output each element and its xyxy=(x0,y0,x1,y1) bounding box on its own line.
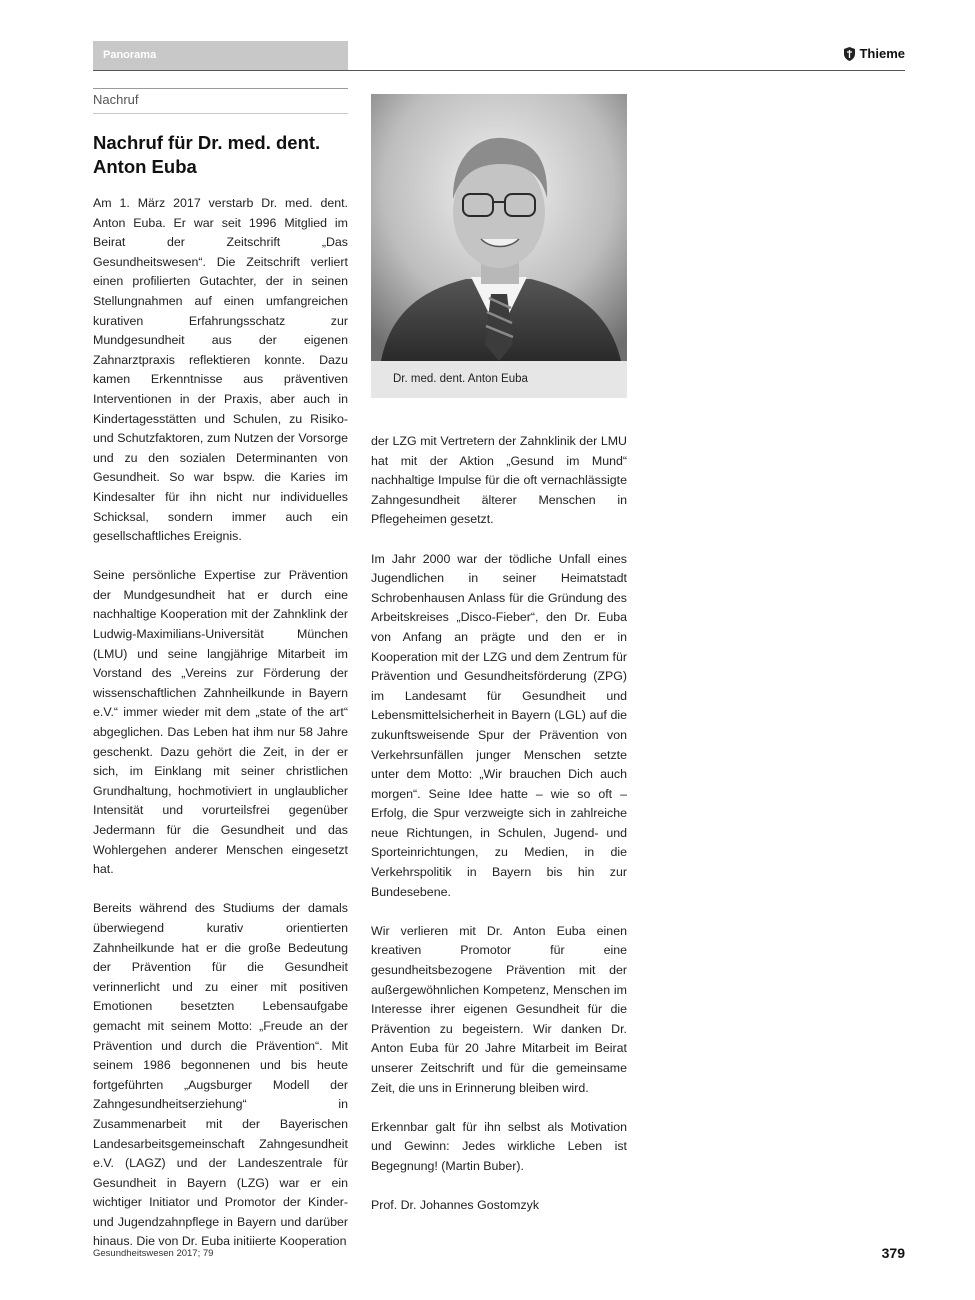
author-signature: Prof. Dr. Johannes Gostomzyk xyxy=(371,1198,540,1213)
paragraph: Erkennbar galt für ihn selbst als Motivation und Gewinn: Jedes wirkliche Leben ist Begegnung! (Martin Buber). xyxy=(371,1119,627,1173)
article-title: Nachruf für Dr. med. dent. Anton Euba xyxy=(93,132,321,177)
portrait-figure xyxy=(371,94,627,398)
paragraph: Seine persönliche Expertise zur Prävention der Mundgesundheit hat er durch eine nachhaltige Kooperation mit der Zahnklink der Ludwig-Maximilians-Universität München (LMU) und seine langjährige Mitarbeit im Vorstand des „Vereins zur Förderung der wissenschaftlichen Zahnheilkunde in Bayern e.V.“ immer wieder mit dem „state of the art“ abgeglichen. Das Leben hat ihm nur 58 Jahre geschenkt. Dazu gehört die Zeit, in der er sich, im Einklang mit seiner christlichen Grundhaltung, hochmotiviert in unglaublicher Intensität und vorurteilsfrei gegenüber Jedermann für die Gesundheit und das Wohlergehen anderer Menschen eingesetzt hat. xyxy=(93,568,348,877)
journal-citation: Gesundheitswesen 2017; 79 xyxy=(93,1248,214,1259)
article-column-right xyxy=(371,432,627,1235)
page-number: 379 xyxy=(881,1245,905,1261)
category-rule-top xyxy=(93,88,348,89)
paragraph: Bereits während des Studiums der damals überwiegend kurativ orientierten Zahnheilkunde hat er die große Bedeutung der Prävention für die Gesundheit verinnerlicht und zu einer mit positiven Emotionen besetzten Lebensaufgabe gemacht mit seinem Motto: „Freude an der Prävention und durch die Prävention“. Mit seinem 1986 begonnenen und bis heute fortgeführten „Augsburger Modell der Zahngesundheitserziehung“ in Zusammenarbeit mit der Bayerischen Landesarbeitsgemeinschaft Zahngesundheit e.V. (LAGZ) und der Landeszentrale für Gesundheit in Bayern (LZG) war er ein wichtiger Initiator und Promotor der Kinder- und Jugendzahnpflege in Bayern und darüber hinaus. Die von Dr. Euba initiierte Kooperation xyxy=(93,901,348,1249)
category-rule-bottom xyxy=(93,113,348,114)
paragraph: Am 1. März 2017 verstarb Dr. med. dent. Anton Euba. Er war seit 1996 Mitglied im Beirat der Zeitschrift „Das Gesundheitswesen“. Die Zeitschrift verliert einen profilierten Gutachter, der in seinen Stellungnahmen auf einen umfangreichen kurativen Erfahrungsschatz zur Mundgesundheit aus der eigenen Zahnarztpraxis reflektieren konnte. Dazu kamen Erkenntnisse aus präventiven Interventionen in der Praxis, aber auch in Kindertagesstätten und Schulen, zu Risiko- und Schutzfaktoren, zum Nutzen der Vorsorge und zu den sozialen Determinanten von Gesundheit. So war bspw. die Karies im Kindesalter für ihn nicht nur individuelles Schicksal, sondern immer auch ein gesellschaftliches Ereignis. xyxy=(93,196,348,544)
photo-caption: Dr. med. dent. Anton Euba xyxy=(371,361,627,398)
portrait-photo xyxy=(371,94,627,361)
section-label: Panorama xyxy=(93,41,348,71)
paragraph: Im Jahr 2000 war der tödliche Unfall eines Jugendlichen in seiner Heimatstadt Schrobenhausen Anlass für die Gründung des Arbeitskreises „Disco-Fieber“, den Dr. Euba von Anfang an prägte und den er in Kooperation mit der LZG und dem Zentrum für Prävention und Gesundheitsförderung (ZPG) im Landesamt für Gesundheit und Lebensmittelsicherheit in Bayern (LGL) auf die zukunftsweisende Spur der Prävention von Verkehrsunfällen junger Menschen setzte unter dem Motto: „Wir brauchen Dich auch morgen“. Seine Idee hatte – wie so oft – Erfolg, die Spur verzweigte sich in zahlreiche neue Richtungen, in Schulen, Jugend- und Sporteinrichtungen, zu Medien, in die Verkehrspolitik in Bayern bis hin zur Bundesebene. xyxy=(371,551,627,899)
article-category: Nachruf xyxy=(93,92,139,107)
publisher-brand xyxy=(844,46,905,61)
thieme-logo-icon xyxy=(844,47,855,61)
paragraph: Wir verlieren mit Dr. Anton Euba einen kreativen Promotor für eine gesundheitsbezogene Prävention mit der außergewöhnlichen Kompetenz, Menschen im Interesse ihrer eigenen Gesundheit für die Prävention zu begeistern. Wir danken Dr. Anton Euba für 20 Jahre Mitarbeit im Beirat unserer Zeitschrift und für die gemeinsame Zeit, die uns in Erinnerung bleiben wird. xyxy=(371,923,627,1095)
brand-name: Thieme xyxy=(859,46,905,61)
paragraph: der LZG mit Vertretern der Zahnklinik der LMU hat mit der Aktion „Gesund im Mund“ nachhaltige Impulse für die oft vernachlässigte Zahngesundheit älterer Menschen in Pflegeheimen gesetzt. xyxy=(371,434,627,527)
article-column-left xyxy=(93,194,348,1272)
header-rule xyxy=(93,70,905,71)
